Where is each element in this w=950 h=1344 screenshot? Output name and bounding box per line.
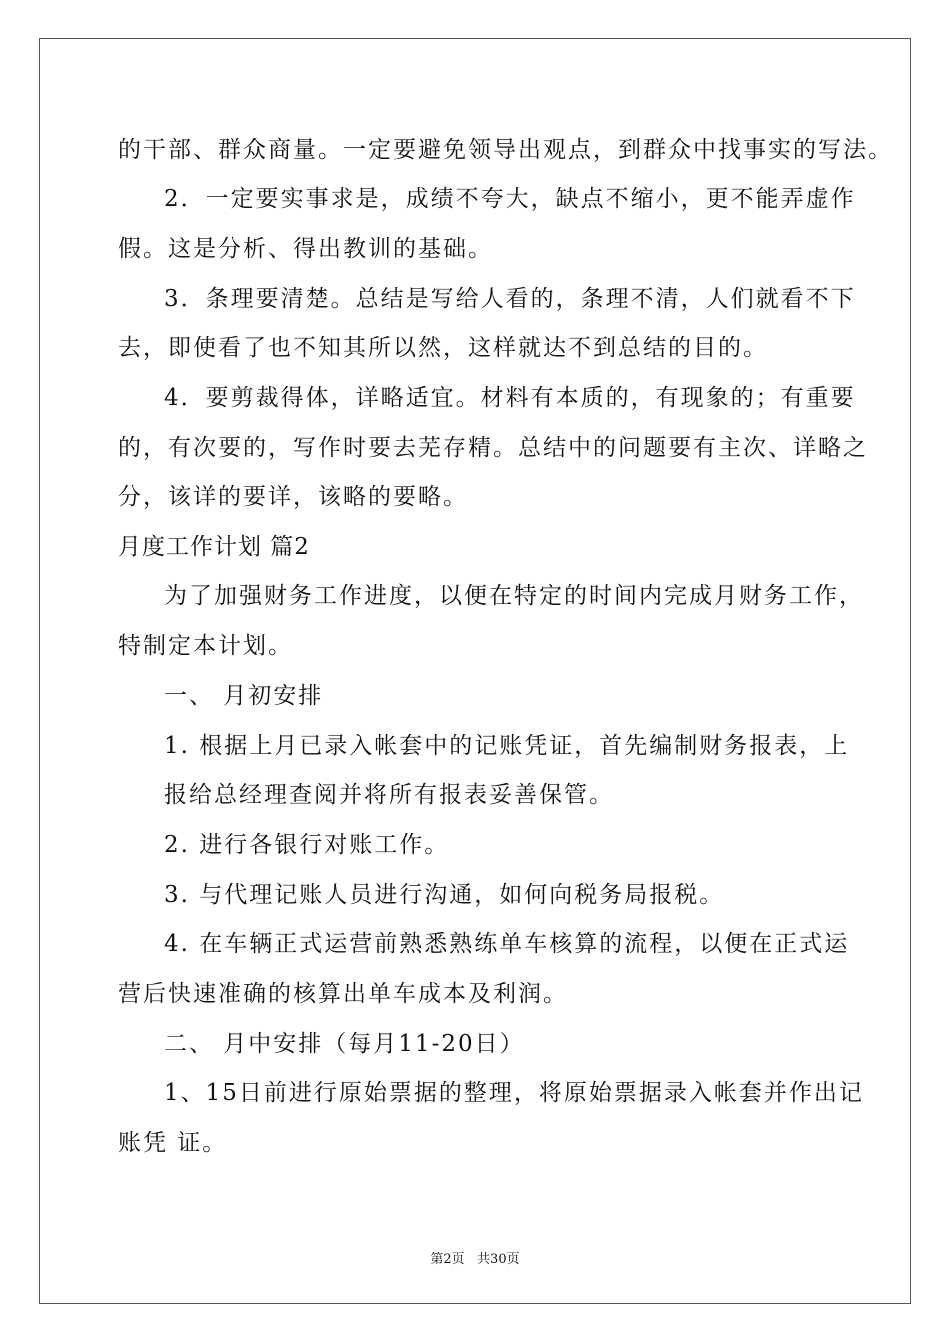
text-line: 1、15日前进行原始票据的整理，将原始票据录入帐套并作出记 bbox=[164, 1080, 864, 1106]
page-number-footer: 第2页 共30页 bbox=[430, 1252, 520, 1267]
text-line: 营后快速准确的核算出单车成本及利润。 bbox=[118, 981, 568, 1007]
subsection-heading: 一、 月初安排 bbox=[164, 683, 324, 709]
text-line: 2. 进行各银行对账工作。 bbox=[164, 832, 450, 858]
text-line: 3. 与代理记账人员进行沟通，如何向税务局报税。 bbox=[164, 882, 725, 908]
section-heading: 月度工作计划 篇2 bbox=[118, 534, 310, 560]
text-line: 的干部、群众商量。一定要避免领导出观点，到群众中找事实的写法。 bbox=[118, 137, 893, 163]
text-line: 假。这是分析、得出教训的基础。 bbox=[118, 236, 493, 262]
text-line: 4. 在车辆正式运营前熟悉熟练单车核算的流程，以便在正式运 bbox=[164, 931, 850, 957]
text-line: 去，即使看了也不知其所以然，这样就达不到总结的目的。 bbox=[118, 335, 768, 361]
text-line: 特制定本计划。 bbox=[118, 633, 293, 659]
text-line: 1. 根据上月已录入帐套中的记账凭证，首先编制财务报表，上 bbox=[164, 733, 850, 759]
text-line: 3．条理要清楚。总结是写给人看的，条理不清，人们就看不下 bbox=[164, 286, 856, 312]
page-border bbox=[39, 38, 911, 1304]
text-line: 账凭 证。 bbox=[118, 1130, 228, 1156]
text-line: 为了加强财务工作进度，以便在特定的时间内完成月财务工作， bbox=[164, 583, 864, 609]
subsection-heading: 二、 月中安排（每月11-20日） bbox=[164, 1031, 525, 1057]
text-line: 4．要剪裁得体，详略适宜。材料有本质的，有现象的；有重要 bbox=[164, 385, 856, 411]
text-line: 报给总经理查阅并将所有报表妥善保管。 bbox=[164, 782, 614, 808]
text-line: 2．一定要实事求是，成绩不夸大，缺点不缩小，更不能弄虚作 bbox=[164, 186, 856, 212]
text-line: 分，该详的要详，该略的要略。 bbox=[118, 484, 468, 510]
text-line: 的，有次要的，写作时要去芜存精。总结中的问题要有主次、详略之 bbox=[118, 435, 868, 461]
